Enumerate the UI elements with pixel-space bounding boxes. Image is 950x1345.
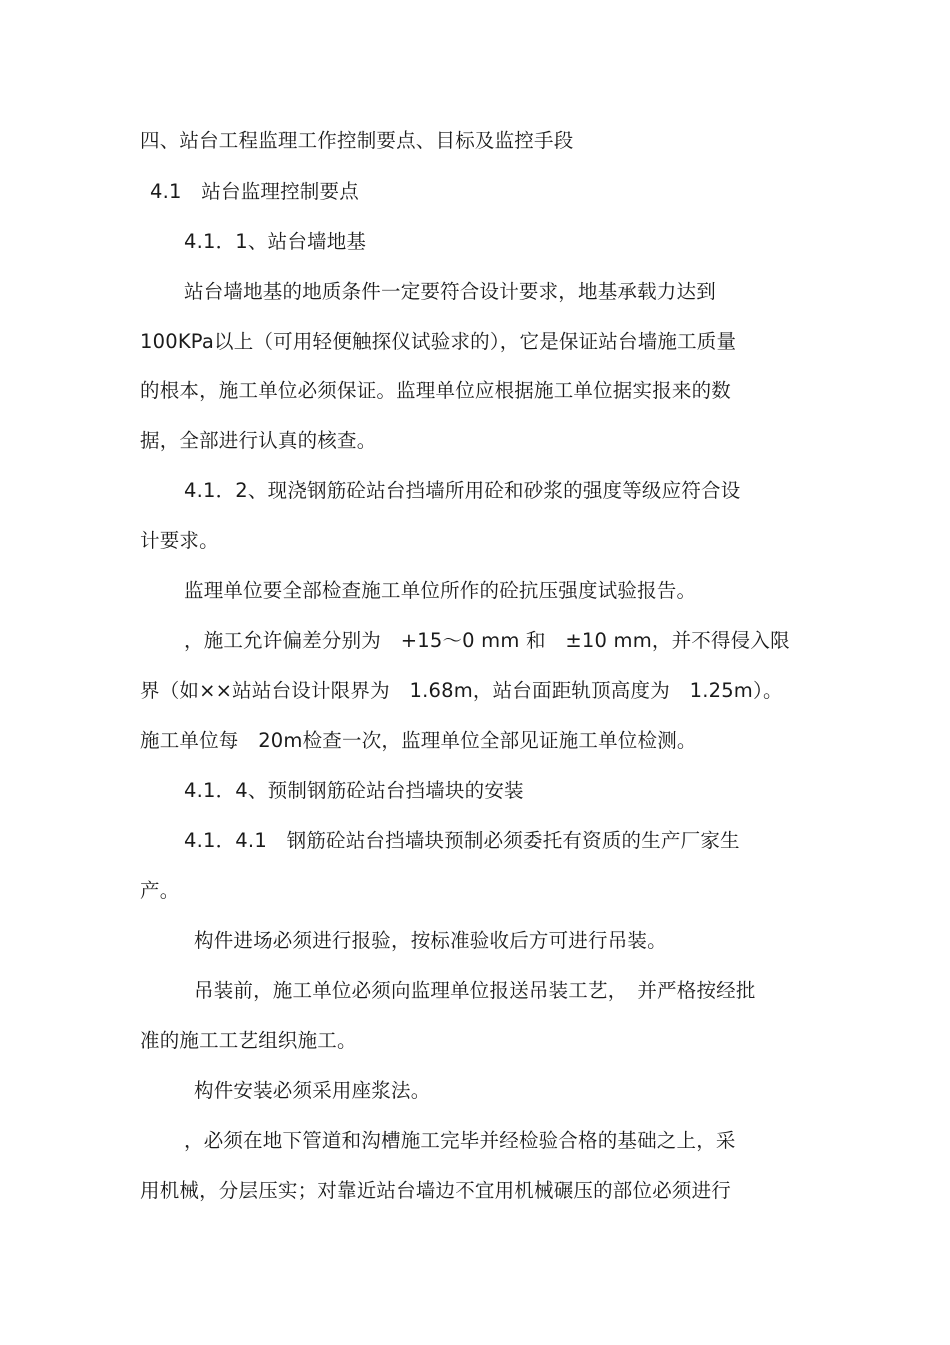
- section-4-1-1-title: 4.1．1、站台墙地基: [184, 230, 367, 253]
- section-4-1-title: 4.1 站台监理控制要点: [150, 180, 359, 203]
- paragraph-line: 界（如××站站台设计限界为 1.68m，站台面距轨顶高度为 1.25m）。: [140, 679, 783, 702]
- section-4-1-4-1-line: 产。: [140, 879, 180, 902]
- paragraph-line: 100KPa以上（可用轻便触探仪试验求的），它是保证站台墙施工质量: [140, 330, 737, 353]
- paragraph-line: 监理单位要全部检查施工单位所作的砼抗压强度试验报告。: [184, 579, 697, 602]
- paragraph-line: 施工单位每 20m检查一次，监理单位全部见证施工单位检测。: [140, 729, 697, 752]
- section-4-1-2-line: 计要求。: [140, 529, 219, 552]
- paragraph-line: 的根本，施工单位必须保证。监理单位应根据施工单位据实报来的数: [140, 379, 732, 402]
- paragraph-line: 据，全部进行认真的核查。: [140, 429, 377, 452]
- paragraph-line: 用机械，分层压实；对靠近站台墙边不宜用机械碾压的部位必须进行: [140, 1179, 732, 1202]
- paragraph-line: 吊装前，施工单位必须向监理单位报送吊装工艺， 并严格按经批: [194, 979, 756, 1002]
- paragraph-line: 构件进场必须进行报验，按标准验收后方可进行吊装。: [194, 929, 667, 952]
- paragraph-line: ，必须在地下管道和沟槽施工完毕并经检验合格的基础之上，采: [184, 1129, 736, 1152]
- section-4-1-4-1-line: 4.1．4.1 钢筋砼站台挡墙块预制必须委托有资质的生产厂家生: [184, 829, 740, 852]
- paragraph-line: ，施工允许偏差分别为 +15～0 mm 和 ±10 mm，并不得侵入限: [184, 629, 790, 652]
- section-4-1-2-line: 4.1．2、现浇钢筋砼站台挡墙所用砼和砂浆的强度等级应符合设: [184, 479, 741, 502]
- paragraph-line: 准的施工工艺组织施工。: [140, 1029, 357, 1052]
- doc-heading: 四、站台工程监理工作控制要点、目标及监控手段: [140, 129, 574, 152]
- section-4-1-4-title: 4.1．4、预制钢筋砼站台挡墙块的安装: [184, 779, 524, 802]
- paragraph-line: 构件安装必须采用座浆法。: [194, 1079, 431, 1102]
- paragraph-line: 站台墙地基的地质条件一定要符合设计要求，地基承载力达到: [184, 280, 716, 303]
